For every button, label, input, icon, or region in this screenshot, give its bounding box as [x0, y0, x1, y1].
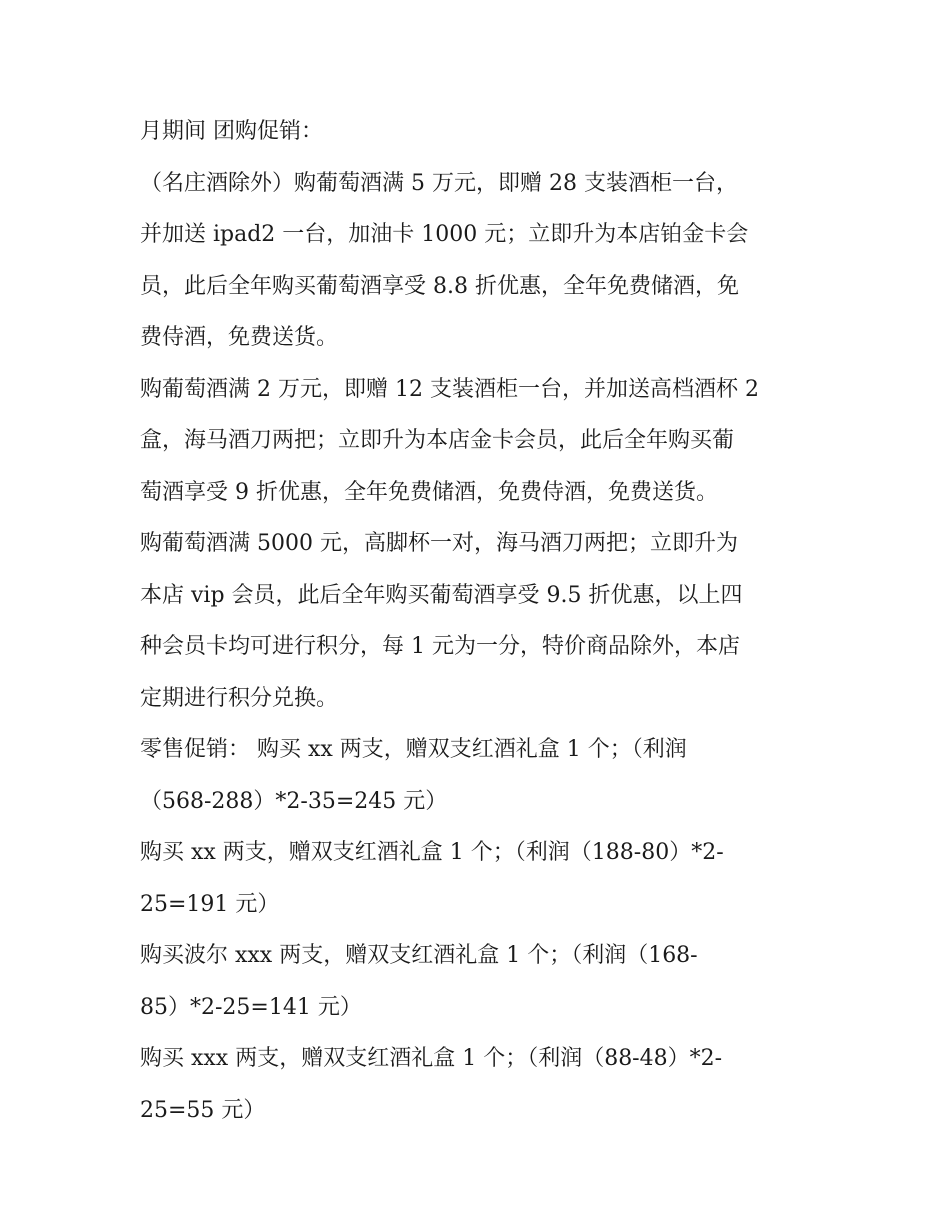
text-line: 85）*2-25=141 元）	[140, 994, 362, 1020]
text-line: 购买 xx 两支，赠双支红酒礼盒 1 个；（利润（188-80）*2-	[140, 840, 724, 865]
text-line: 员，此后全年购买葡萄酒享受 8.8 折优惠，全年免费储酒，免	[140, 273, 739, 299]
text-line: （名庄酒除外）购葡萄酒满 5 万元，即赠 28 支装酒柜一台，	[140, 170, 738, 196]
retail-promo-line: 零售促销： 购买 xx 两支，赠双支红酒礼盒 1 个；（利润	[140, 737, 687, 762]
text-line: （568-288）*2-35=245 元）	[140, 788, 448, 814]
text-line: 并加送 ipad2 一台，加油卡 1000 元；立即升为本店铂金卡会	[140, 222, 749, 247]
document-body	[140, 106, 820, 1136]
text-line: 费侍酒，免费送货。	[140, 325, 339, 350]
text-line: 购买 xxx 两支，赠双支红酒礼盒 1 个；（利润（88-48）*2-	[140, 1046, 723, 1071]
text-line: 定期进行积分兑换。	[140, 685, 339, 711]
group-promo-heading: 月期间 团购促销：	[140, 119, 323, 144]
text-line: 种会员卡均可进行积分，每 1 元为一分，特价商品除外，本店	[140, 634, 740, 659]
text-line: 25=55 元）	[140, 1097, 266, 1123]
text-line: 购葡萄酒满 5000 元，高脚杯一对，海马酒刀两把；立即升为	[140, 531, 738, 556]
text-line: 购买波尔 xxx 两支，赠双支红酒礼盒 1 个；（利润（168-	[140, 943, 698, 968]
text-line: 萄酒享受 9 折优惠，全年免费储酒，免费侍酒，免费送货。	[140, 479, 718, 505]
text-line: 盒，海马酒刀两把；立即升为本店金卡会员，此后全年购买葡	[140, 428, 735, 453]
text-line: 购葡萄酒满 2 万元，即赠 12 支装酒柜一台，并加送高档酒杯 2	[140, 376, 759, 402]
text-line: 本店 vip 会员，此后全年购买葡萄酒享受 9.5 折优惠，以上四	[140, 582, 743, 608]
text-line: 25=191 元）	[140, 891, 280, 917]
